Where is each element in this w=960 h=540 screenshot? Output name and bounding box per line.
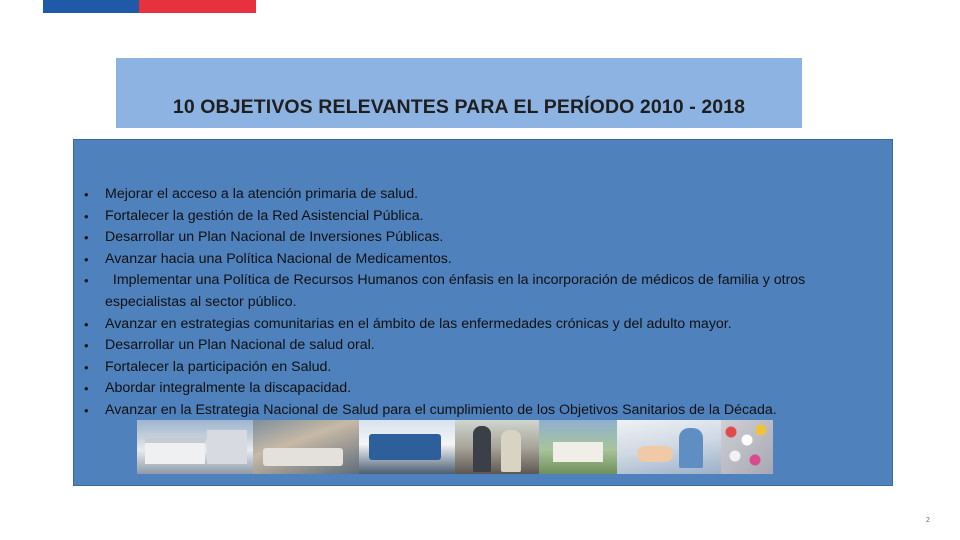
list-item: [84, 335, 884, 357]
objective-text: Abordar integralmente la discapacidad.: [105, 380, 352, 397]
objective-text: Implementar una Política de Recursos Humanos con énfasis en la incorporación de médicos de familia y otros especialistas al sector público.: [105, 272, 810, 310]
list-item: [84, 270, 884, 313]
objective-text: Desarrollar un Plan Nacional de Inversiones Públicas.: [105, 229, 444, 246]
list-item: [84, 378, 884, 400]
list-item: [84, 357, 884, 379]
hospital-ward-photo: [253, 420, 359, 474]
objective-text: Avanzar hacia una Política Nacional de Medicamentos.: [105, 250, 452, 267]
list-item: [84, 206, 884, 228]
flag-stripe-red: [139, 0, 256, 13]
list-item: [84, 314, 884, 336]
objectives-list: [84, 184, 884, 422]
objective-text: Fortalecer la participación en Salud.: [105, 358, 332, 375]
objectives-panel: [73, 139, 893, 486]
ambulance-bus-photo: [359, 420, 455, 474]
elderly-couple-photo: [455, 420, 539, 474]
list-item: [84, 184, 884, 206]
objective-text: Fortalecer la gestión de la Red Asistencial Pública.: [105, 207, 424, 224]
page-number: 2: [926, 517, 930, 524]
slide-title: 10 OBJETIVOS RELEVANTES PARA EL PERÍODO 2010 - 2018: [172, 96, 746, 118]
list-item: [84, 249, 884, 271]
list-item: [84, 227, 884, 249]
photo-collage: [137, 420, 773, 474]
title-banner: [116, 58, 802, 128]
nurse-baby-photo: [617, 420, 721, 474]
objective-text: Desarrollar un Plan Nacional de salud oral.: [105, 337, 375, 354]
hospital-building-photo: [137, 420, 253, 474]
list-item: [84, 400, 884, 422]
rural-clinic-photo: [539, 420, 617, 474]
objective-text: Avanzar en la Estrategia Nacional de Salud para el cumplimiento de los Objetivos Sanitarios de la Década.: [105, 401, 777, 418]
objective-text: Mejorar el acceso a la atención primaria de salud.: [105, 186, 419, 202]
medication-pills-photo: [721, 420, 773, 474]
flag-stripe-blue: [43, 0, 139, 13]
objective-text: Avanzar en estrategias comunitarias en el ámbito de las enfermedades crónicas y del adulto mayor.: [105, 315, 732, 332]
